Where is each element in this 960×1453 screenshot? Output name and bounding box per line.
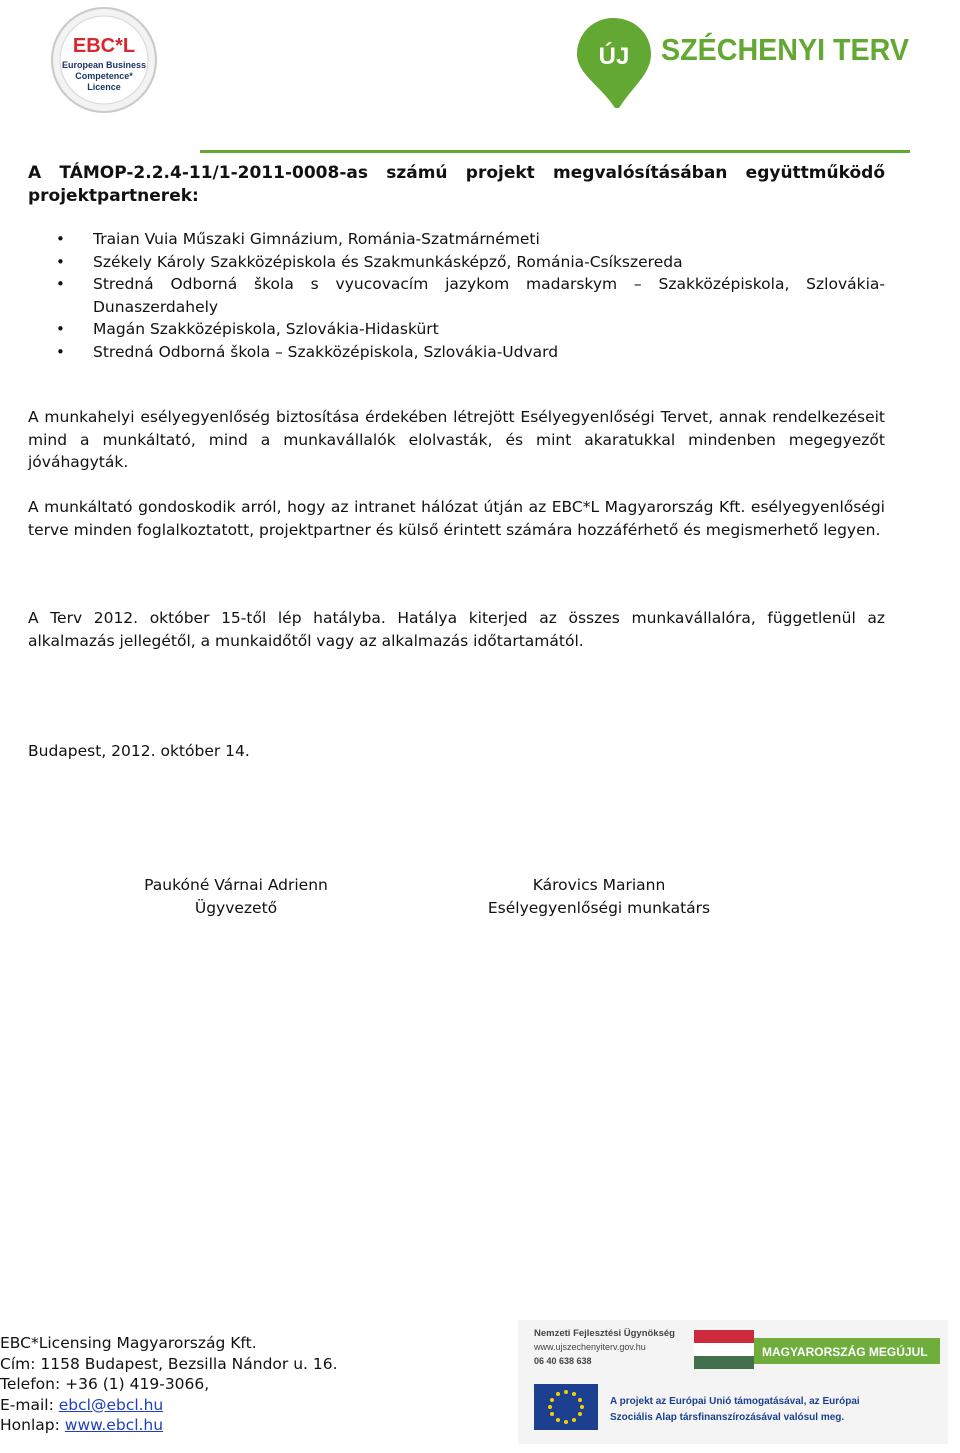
signature-block-officer bbox=[469, 874, 729, 920]
footer-email: E-mail: ebcl@ebcl.hu bbox=[0, 1395, 164, 1414]
list-item: • Stredná Odborná škola – Szakközépiskola, Szlovákia-Udvard bbox=[28, 341, 885, 364]
ebcl-logo bbox=[50, 4, 158, 116]
place-date: Budapest, 2012. október 14. bbox=[28, 742, 250, 760]
signatory-role: Esélyegyenlőségi munkatárs bbox=[487, 899, 711, 917]
signatory-role: Ügyvezető bbox=[194, 899, 278, 917]
szechenyi-terv-text: SZÉCHENYI TERV bbox=[661, 32, 910, 67]
footer-phone: Telefon: +36 (1) 419-3066, bbox=[0, 1375, 210, 1393]
szechenyi-terv-logo bbox=[575, 10, 915, 110]
slogan-text: MAGYARORSZÁG MEGÚJUL bbox=[762, 1345, 928, 1359]
eu-flag-icon bbox=[534, 1384, 598, 1430]
agency-hotline: 06 40 638 638 bbox=[534, 1356, 592, 1366]
list-item: • Stredná Odborná škola s vyucovacím jazykom madarskym – Szakközépiskola, Szlovákia-Dunaszerdahely bbox=[28, 273, 885, 318]
website-link[interactable]: www.ebcl.hu bbox=[64, 1416, 164, 1434]
funding-banner bbox=[518, 1320, 948, 1444]
paragraph-intranet: A munkáltató gondoskodik arról, hogy az intranet hálózat útján az EBC*L Magyarország Kft. esélyegyenlőségi terve minden foglalkoztatott, projektpartner és külső érintett számára hozzáférhető és megismerhető legyen. bbox=[28, 498, 885, 539]
header-divider bbox=[200, 150, 910, 153]
paragraph-equal-opportunity: A munkahelyi esélyegyenlőség biztosítása érdekében létrejött Esélyegyenlőségi Tervet, annak rendelkezéseit mind a munkáltató, mind a munkavállalók elolvasták, és mint akaratukkal mindenben megegyezőt jóváhagyták. bbox=[28, 408, 885, 471]
ebcl-brand: EBC*L bbox=[72, 35, 136, 57]
eu-support-line-1: A projekt az Európai Unió támogatásával, az Európai bbox=[610, 1396, 860, 1407]
footer-website: Honlap: www.ebcl.hu bbox=[0, 1416, 164, 1434]
footer-company: EBC*Licensing Magyarország Kft. bbox=[0, 1334, 257, 1352]
document-heading: A TÁMOP-2.2.4-11/1-2011-0008-as számú projekt megvalósításában együttműködő projektpartnerek: bbox=[28, 163, 885, 206]
hungarian-flag-icon bbox=[694, 1330, 754, 1369]
signature-block-ceo bbox=[106, 874, 366, 920]
list-item: • Traian Vuia Műszaki Gimnázium, Románia-Szatmárnémeti bbox=[28, 228, 885, 251]
email-link[interactable]: ebcl@ebcl.hu bbox=[58, 1395, 164, 1414]
partner-list bbox=[28, 228, 885, 363]
svg-text:European Business: European Business bbox=[61, 60, 147, 70]
svg-text:Licence: Licence bbox=[87, 82, 121, 92]
signatory-name: Károvics Mariann bbox=[532, 876, 666, 894]
agency-website: www.ujszechenyiterv.gov.hu bbox=[534, 1342, 646, 1352]
list-item: • Magán Szakközépiskola, Szlovákia-Hidaskürt bbox=[28, 318, 885, 341]
uj-badge: ÚJ bbox=[598, 43, 630, 70]
footer-contact bbox=[0, 1333, 338, 1436]
agency-name: Nemzeti Fejlesztési Ügynökség bbox=[534, 1328, 675, 1339]
svg-text:Competence*: Competence* bbox=[75, 71, 133, 81]
signatory-name: Paukóné Várnai Adrienn bbox=[144, 876, 328, 894]
paragraph-effective-date: A Terv 2012. október 15-től lép hatályba. Hatálya kiterjed az összes munkavállalóra, függetlenül az alkalmazás jellegétől, a munkaidőtől vagy az alkalmazás időtartamától. bbox=[28, 609, 885, 650]
list-item: • Székely Károly Szakközépiskola és Szakmunkásképző, Románia-Csíkszereda bbox=[28, 251, 885, 274]
footer-address: Cím: 1158 Budapest, Bezsilla Nándor u. 16. bbox=[0, 1354, 338, 1373]
eu-support-line-2: Szociális Alap társfinanszírozásával valósul meg. bbox=[610, 1412, 845, 1423]
